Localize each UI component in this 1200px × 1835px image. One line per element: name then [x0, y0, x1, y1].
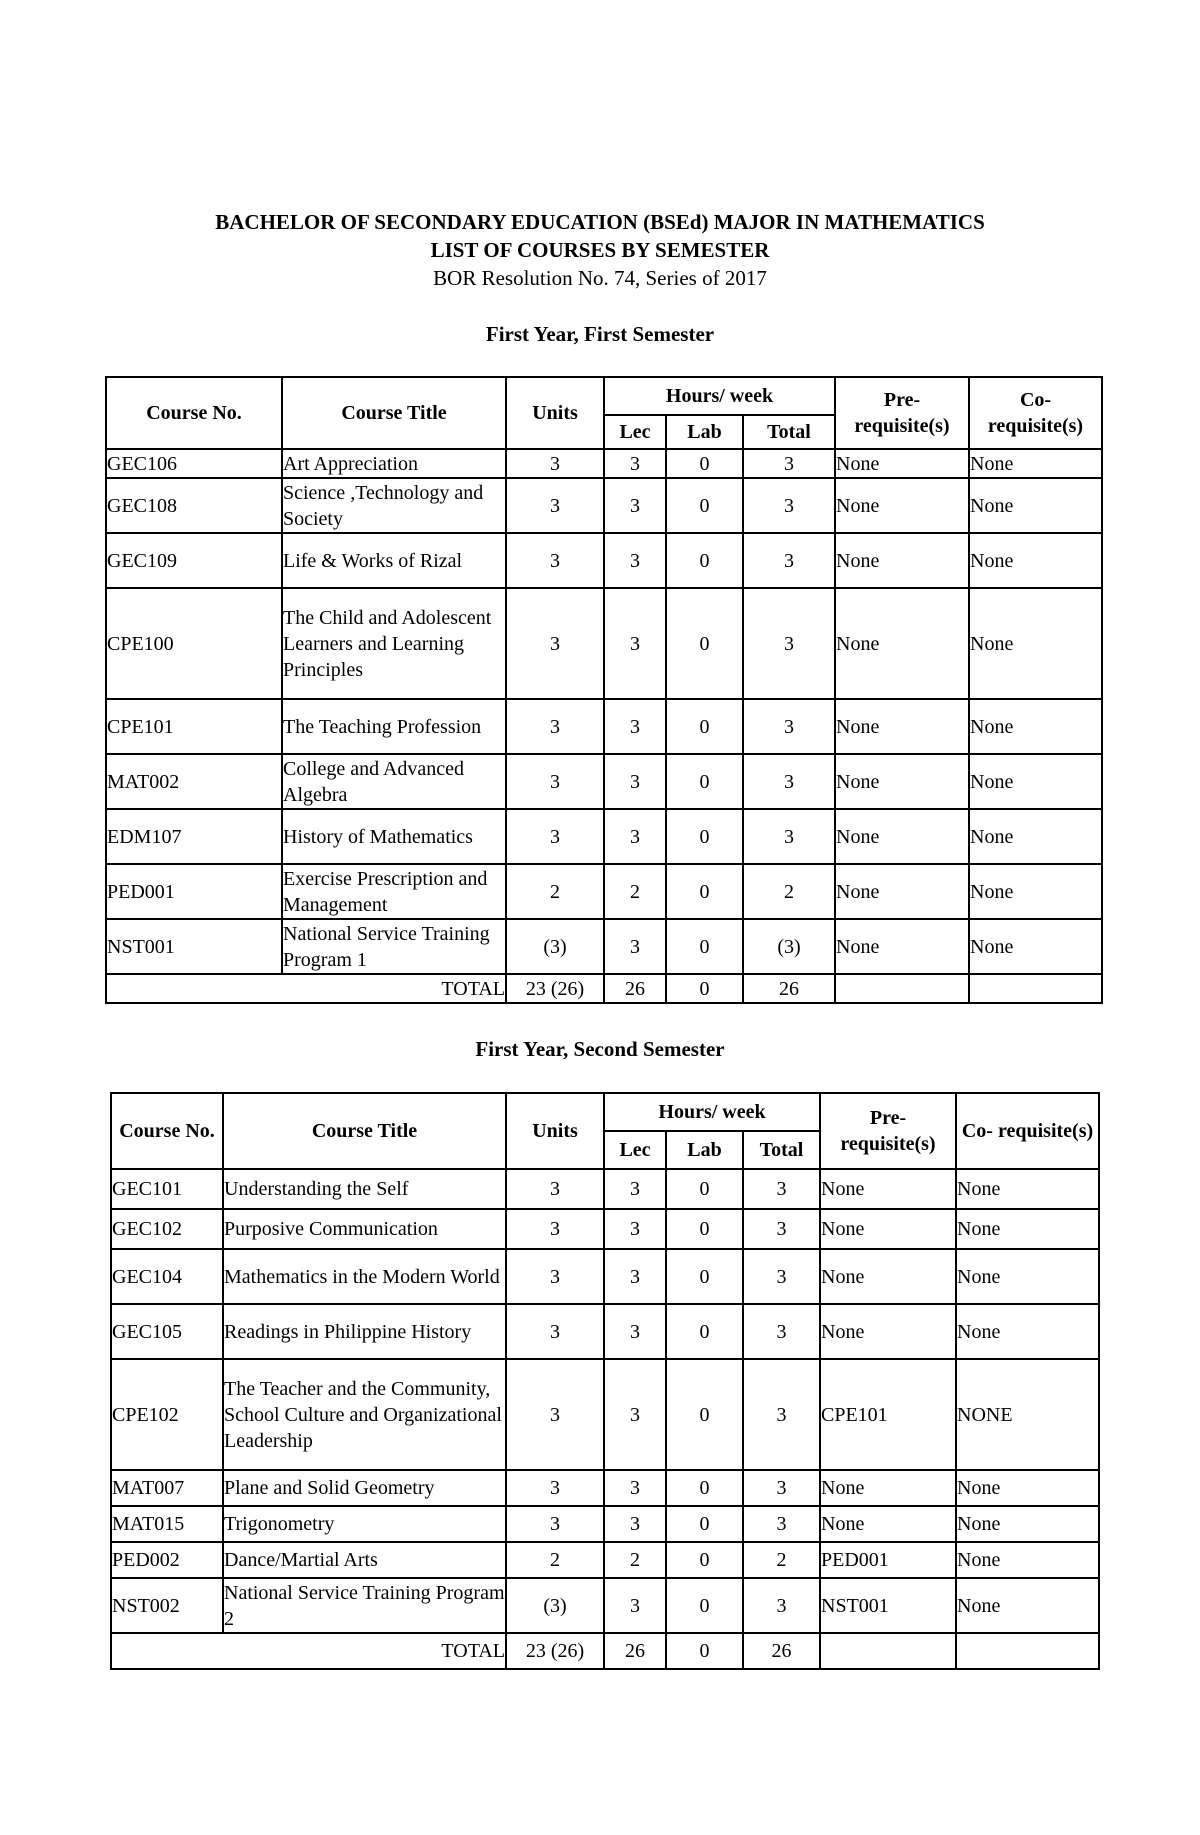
header-lab: Lab — [666, 1131, 743, 1169]
course-title: National Service Training Program 1 — [282, 919, 506, 974]
total-cell: 3 — [743, 699, 835, 754]
prerequisite-cell: None — [835, 478, 969, 533]
lab-cell: 0 — [666, 1470, 743, 1506]
lec-cell: 3 — [604, 1304, 666, 1359]
course-code: CPE100 — [106, 588, 282, 699]
prerequisite-cell: None — [835, 449, 969, 478]
course-title: National Service Training Program 2 — [223, 1578, 506, 1633]
total-cell: 3 — [743, 1249, 820, 1304]
lab-cell: 0 — [666, 864, 743, 919]
header-total: Total — [743, 415, 835, 449]
lec-cell: 3 — [604, 699, 666, 754]
units-cell: 3 — [506, 1470, 604, 1506]
corequisite-cell: None — [956, 1209, 1099, 1249]
lec-cell: 3 — [604, 449, 666, 478]
lab-cell: 0 — [666, 449, 743, 478]
total-cell: 3 — [743, 588, 835, 699]
lab-cell: 0 — [666, 1304, 743, 1359]
prerequisite-cell: None — [820, 1169, 956, 1209]
totals-prereq-empty — [820, 1633, 956, 1669]
header-course-title: Course Title — [223, 1093, 506, 1169]
lec-cell: 3 — [604, 478, 666, 533]
units-cell: 3 — [506, 588, 604, 699]
total-cell: 2 — [743, 1542, 820, 1578]
course-code: PED001 — [106, 864, 282, 919]
table-row — [106, 864, 1102, 919]
total-cell: 3 — [743, 1578, 820, 1633]
lec-cell: 3 — [604, 1506, 666, 1542]
lab-cell: 0 — [666, 1542, 743, 1578]
course-code: GEC104 — [111, 1249, 223, 1304]
lec-cell: 3 — [604, 754, 666, 809]
total-cell: 3 — [743, 809, 835, 864]
lab-cell: 0 — [666, 588, 743, 699]
course-title: Science ,Technology and Society — [282, 478, 506, 533]
units-cell: (3) — [506, 1578, 604, 1633]
lec-cell: 3 — [604, 919, 666, 974]
total-cell: 3 — [743, 1359, 820, 1470]
totals-label: TOTAL — [111, 1633, 506, 1669]
prerequisite-cell: None — [820, 1209, 956, 1249]
table-row — [106, 919, 1102, 974]
header-lab: Lab — [666, 415, 743, 449]
table-row — [111, 1209, 1099, 1249]
lec-cell: 3 — [604, 1169, 666, 1209]
lec-cell: 3 — [604, 1359, 666, 1470]
lec-cell: 2 — [604, 864, 666, 919]
document-subtitle: LIST OF COURSES BY SEMESTER — [430, 238, 770, 262]
table-row — [106, 699, 1102, 754]
course-title: Art Appreciation — [282, 449, 506, 478]
units-cell: 2 — [506, 864, 604, 919]
total-cell: 3 — [743, 449, 835, 478]
units-cell: 3 — [506, 1304, 604, 1359]
course-title: The Teacher and the Community, School Culture and Organizational Leadership — [223, 1359, 506, 1470]
prerequisite-cell: None — [820, 1506, 956, 1542]
totals-row — [106, 974, 1102, 1003]
prerequisite-cell: PED001 — [820, 1542, 956, 1578]
corequisite-cell: None — [956, 1506, 1099, 1542]
course-code: CPE101 — [106, 699, 282, 754]
total-cell: 3 — [743, 478, 835, 533]
units-cell: 3 — [506, 533, 604, 588]
corequisite-cell: None — [969, 588, 1102, 699]
totals-units: 23 (26) — [506, 974, 604, 1003]
units-cell: (3) — [506, 919, 604, 974]
prerequisite-cell: NST001 — [820, 1578, 956, 1633]
course-code: MAT015 — [111, 1506, 223, 1542]
totals-total: 26 — [743, 974, 835, 1003]
course-title: Plane and Solid Geometry — [223, 1470, 506, 1506]
lab-cell: 0 — [666, 919, 743, 974]
header-hours-week: Hours/ week — [604, 1093, 820, 1131]
total-cell: 3 — [743, 1169, 820, 1209]
second-semester-table — [110, 1092, 1100, 1670]
table-row — [111, 1359, 1099, 1470]
course-code: MAT007 — [111, 1470, 223, 1506]
course-code: PED002 — [111, 1542, 223, 1578]
total-cell: 3 — [743, 1304, 820, 1359]
units-cell: 2 — [506, 1542, 604, 1578]
prerequisite-cell: None — [820, 1470, 956, 1506]
prerequisite-cell: None — [835, 864, 969, 919]
header-course-no: Course No. — [106, 377, 282, 449]
course-title: Readings in Philippine History — [223, 1304, 506, 1359]
table-row — [111, 1249, 1099, 1304]
corequisite-cell: None — [956, 1470, 1099, 1506]
totals-coreq-empty — [969, 974, 1102, 1003]
header-prerequisite: Pre- requisite(s) — [835, 377, 969, 449]
corequisite-cell: None — [969, 919, 1102, 974]
course-code: CPE102 — [111, 1359, 223, 1470]
totals-coreq-empty — [956, 1633, 1099, 1669]
lec-cell: 3 — [604, 588, 666, 699]
table-row — [106, 754, 1102, 809]
course-title: History of Mathematics — [282, 809, 506, 864]
lab-cell: 0 — [666, 1169, 743, 1209]
table-row — [111, 1506, 1099, 1542]
totals-label: TOTAL — [106, 974, 506, 1003]
lab-cell: 0 — [666, 699, 743, 754]
corequisite-cell: NONE — [956, 1359, 1099, 1470]
course-code: NST002 — [111, 1578, 223, 1633]
lab-cell: 0 — [666, 533, 743, 588]
course-title: Understanding the Self — [223, 1169, 506, 1209]
course-code: EDM107 — [106, 809, 282, 864]
header-lec: Lec — [604, 415, 666, 449]
semester-title-first: First Year, First Semester — [485, 322, 715, 346]
units-cell: 3 — [506, 478, 604, 533]
units-cell: 3 — [506, 1169, 604, 1209]
lec-cell: 3 — [604, 809, 666, 864]
lab-cell: 0 — [666, 478, 743, 533]
course-code: GEC102 — [111, 1209, 223, 1249]
units-cell: 3 — [506, 449, 604, 478]
course-code: GEC101 — [111, 1169, 223, 1209]
lec-cell: 3 — [604, 1209, 666, 1249]
resolution-line: BOR Resolution No. 74, Series of 2017 — [433, 266, 767, 290]
units-cell: 3 — [506, 1209, 604, 1249]
prerequisite-cell: None — [835, 533, 969, 588]
table-row — [106, 478, 1102, 533]
course-code: GEC105 — [111, 1304, 223, 1359]
table-row — [111, 1304, 1099, 1359]
lec-cell: 3 — [604, 1470, 666, 1506]
units-cell: 3 — [506, 699, 604, 754]
lab-cell: 0 — [666, 1249, 743, 1304]
header-course-no: Course No. — [111, 1093, 223, 1169]
lab-cell: 0 — [666, 1506, 743, 1542]
prerequisite-cell: None — [835, 809, 969, 864]
corequisite-cell: None — [956, 1578, 1099, 1633]
header-units: Units — [506, 377, 604, 449]
lab-cell: 0 — [666, 1578, 743, 1633]
course-code: GEC106 — [106, 449, 282, 478]
course-title: The Teaching Profession — [282, 699, 506, 754]
table-row — [111, 1169, 1099, 1209]
corequisite-cell: None — [956, 1169, 1099, 1209]
units-cell: 3 — [506, 1359, 604, 1470]
header-corequisite: Co- requisite(s) — [969, 377, 1102, 449]
course-code: GEC108 — [106, 478, 282, 533]
lab-cell: 0 — [666, 1359, 743, 1470]
table-row — [106, 533, 1102, 588]
total-cell: 3 — [743, 1470, 820, 1506]
corequisite-cell: None — [969, 449, 1102, 478]
totals-units: 23 (26) — [506, 1633, 604, 1669]
table-row — [106, 449, 1102, 478]
table-row — [111, 1470, 1099, 1506]
lab-cell: 0 — [666, 1209, 743, 1249]
semester-title-second: First Year, Second Semester — [475, 1037, 725, 1061]
header-prerequisite: Pre- requisite(s) — [820, 1093, 956, 1169]
totals-row — [111, 1633, 1099, 1669]
totals-prereq-empty — [835, 974, 969, 1003]
course-code: GEC109 — [106, 533, 282, 588]
lec-cell: 2 — [604, 1542, 666, 1578]
table-row — [106, 809, 1102, 864]
total-cell: 3 — [743, 533, 835, 588]
course-title: Mathematics in the Modern World — [223, 1249, 506, 1304]
corequisite-cell: None — [969, 864, 1102, 919]
total-cell: 2 — [743, 864, 835, 919]
corequisite-cell: None — [969, 754, 1102, 809]
units-cell: 3 — [506, 809, 604, 864]
document-title: BACHELOR OF SECONDARY EDUCATION (BSEd) MAJOR IN MATHEMATICS — [215, 210, 985, 234]
header-total: Total — [743, 1131, 820, 1169]
corequisite-cell: None — [969, 533, 1102, 588]
totals-lab: 0 — [666, 1633, 743, 1669]
corequisite-cell: None — [969, 478, 1102, 533]
total-cell: 3 — [743, 1506, 820, 1542]
course-title: College and Advanced Algebra — [282, 754, 506, 809]
header-hours-week: Hours/ week — [604, 377, 835, 415]
header-corequisite: Co- requisite(s) — [956, 1093, 1099, 1169]
total-cell: 3 — [743, 1209, 820, 1249]
table-row — [111, 1542, 1099, 1578]
header-units: Units — [506, 1093, 604, 1169]
first-semester-table — [105, 376, 1103, 1004]
totals-lab: 0 — [666, 974, 743, 1003]
corequisite-cell: None — [956, 1542, 1099, 1578]
prerequisite-cell: None — [820, 1304, 956, 1359]
prerequisite-cell: None — [835, 699, 969, 754]
table-row — [106, 588, 1102, 699]
units-cell: 3 — [506, 754, 604, 809]
lab-cell: 0 — [666, 754, 743, 809]
prerequisite-cell: CPE101 — [820, 1359, 956, 1470]
prerequisite-cell: None — [835, 919, 969, 974]
course-title: Trigonometry — [223, 1506, 506, 1542]
totals-total: 26 — [743, 1633, 820, 1669]
lec-cell: 3 — [604, 1578, 666, 1633]
total-cell: 3 — [743, 754, 835, 809]
course-title: Life & Works of Rizal — [282, 533, 506, 588]
prerequisite-cell: None — [835, 754, 969, 809]
course-code: NST001 — [106, 919, 282, 974]
table-row — [111, 1578, 1099, 1633]
lab-cell: 0 — [666, 809, 743, 864]
prerequisite-cell: None — [835, 588, 969, 699]
corequisite-cell: None — [969, 809, 1102, 864]
total-cell: (3) — [743, 919, 835, 974]
header-course-title: Course Title — [282, 377, 506, 449]
document-header — [0, 208, 1200, 292]
corequisite-cell: None — [956, 1304, 1099, 1359]
corequisite-cell: None — [956, 1249, 1099, 1304]
lec-cell: 3 — [604, 1249, 666, 1304]
units-cell: 3 — [506, 1249, 604, 1304]
course-code: MAT002 — [106, 754, 282, 809]
units-cell: 3 — [506, 1506, 604, 1542]
lec-cell: 3 — [604, 533, 666, 588]
course-title: Dance/Martial Arts — [223, 1542, 506, 1578]
prerequisite-cell: None — [820, 1249, 956, 1304]
corequisite-cell: None — [969, 699, 1102, 754]
header-lec: Lec — [604, 1131, 666, 1169]
totals-lec: 26 — [604, 974, 666, 1003]
course-title: Exercise Prescription and Management — [282, 864, 506, 919]
totals-lec: 26 — [604, 1633, 666, 1669]
course-title: Purposive Communication — [223, 1209, 506, 1249]
course-title: The Child and Adolescent Learners and Learning Principles — [282, 588, 506, 699]
